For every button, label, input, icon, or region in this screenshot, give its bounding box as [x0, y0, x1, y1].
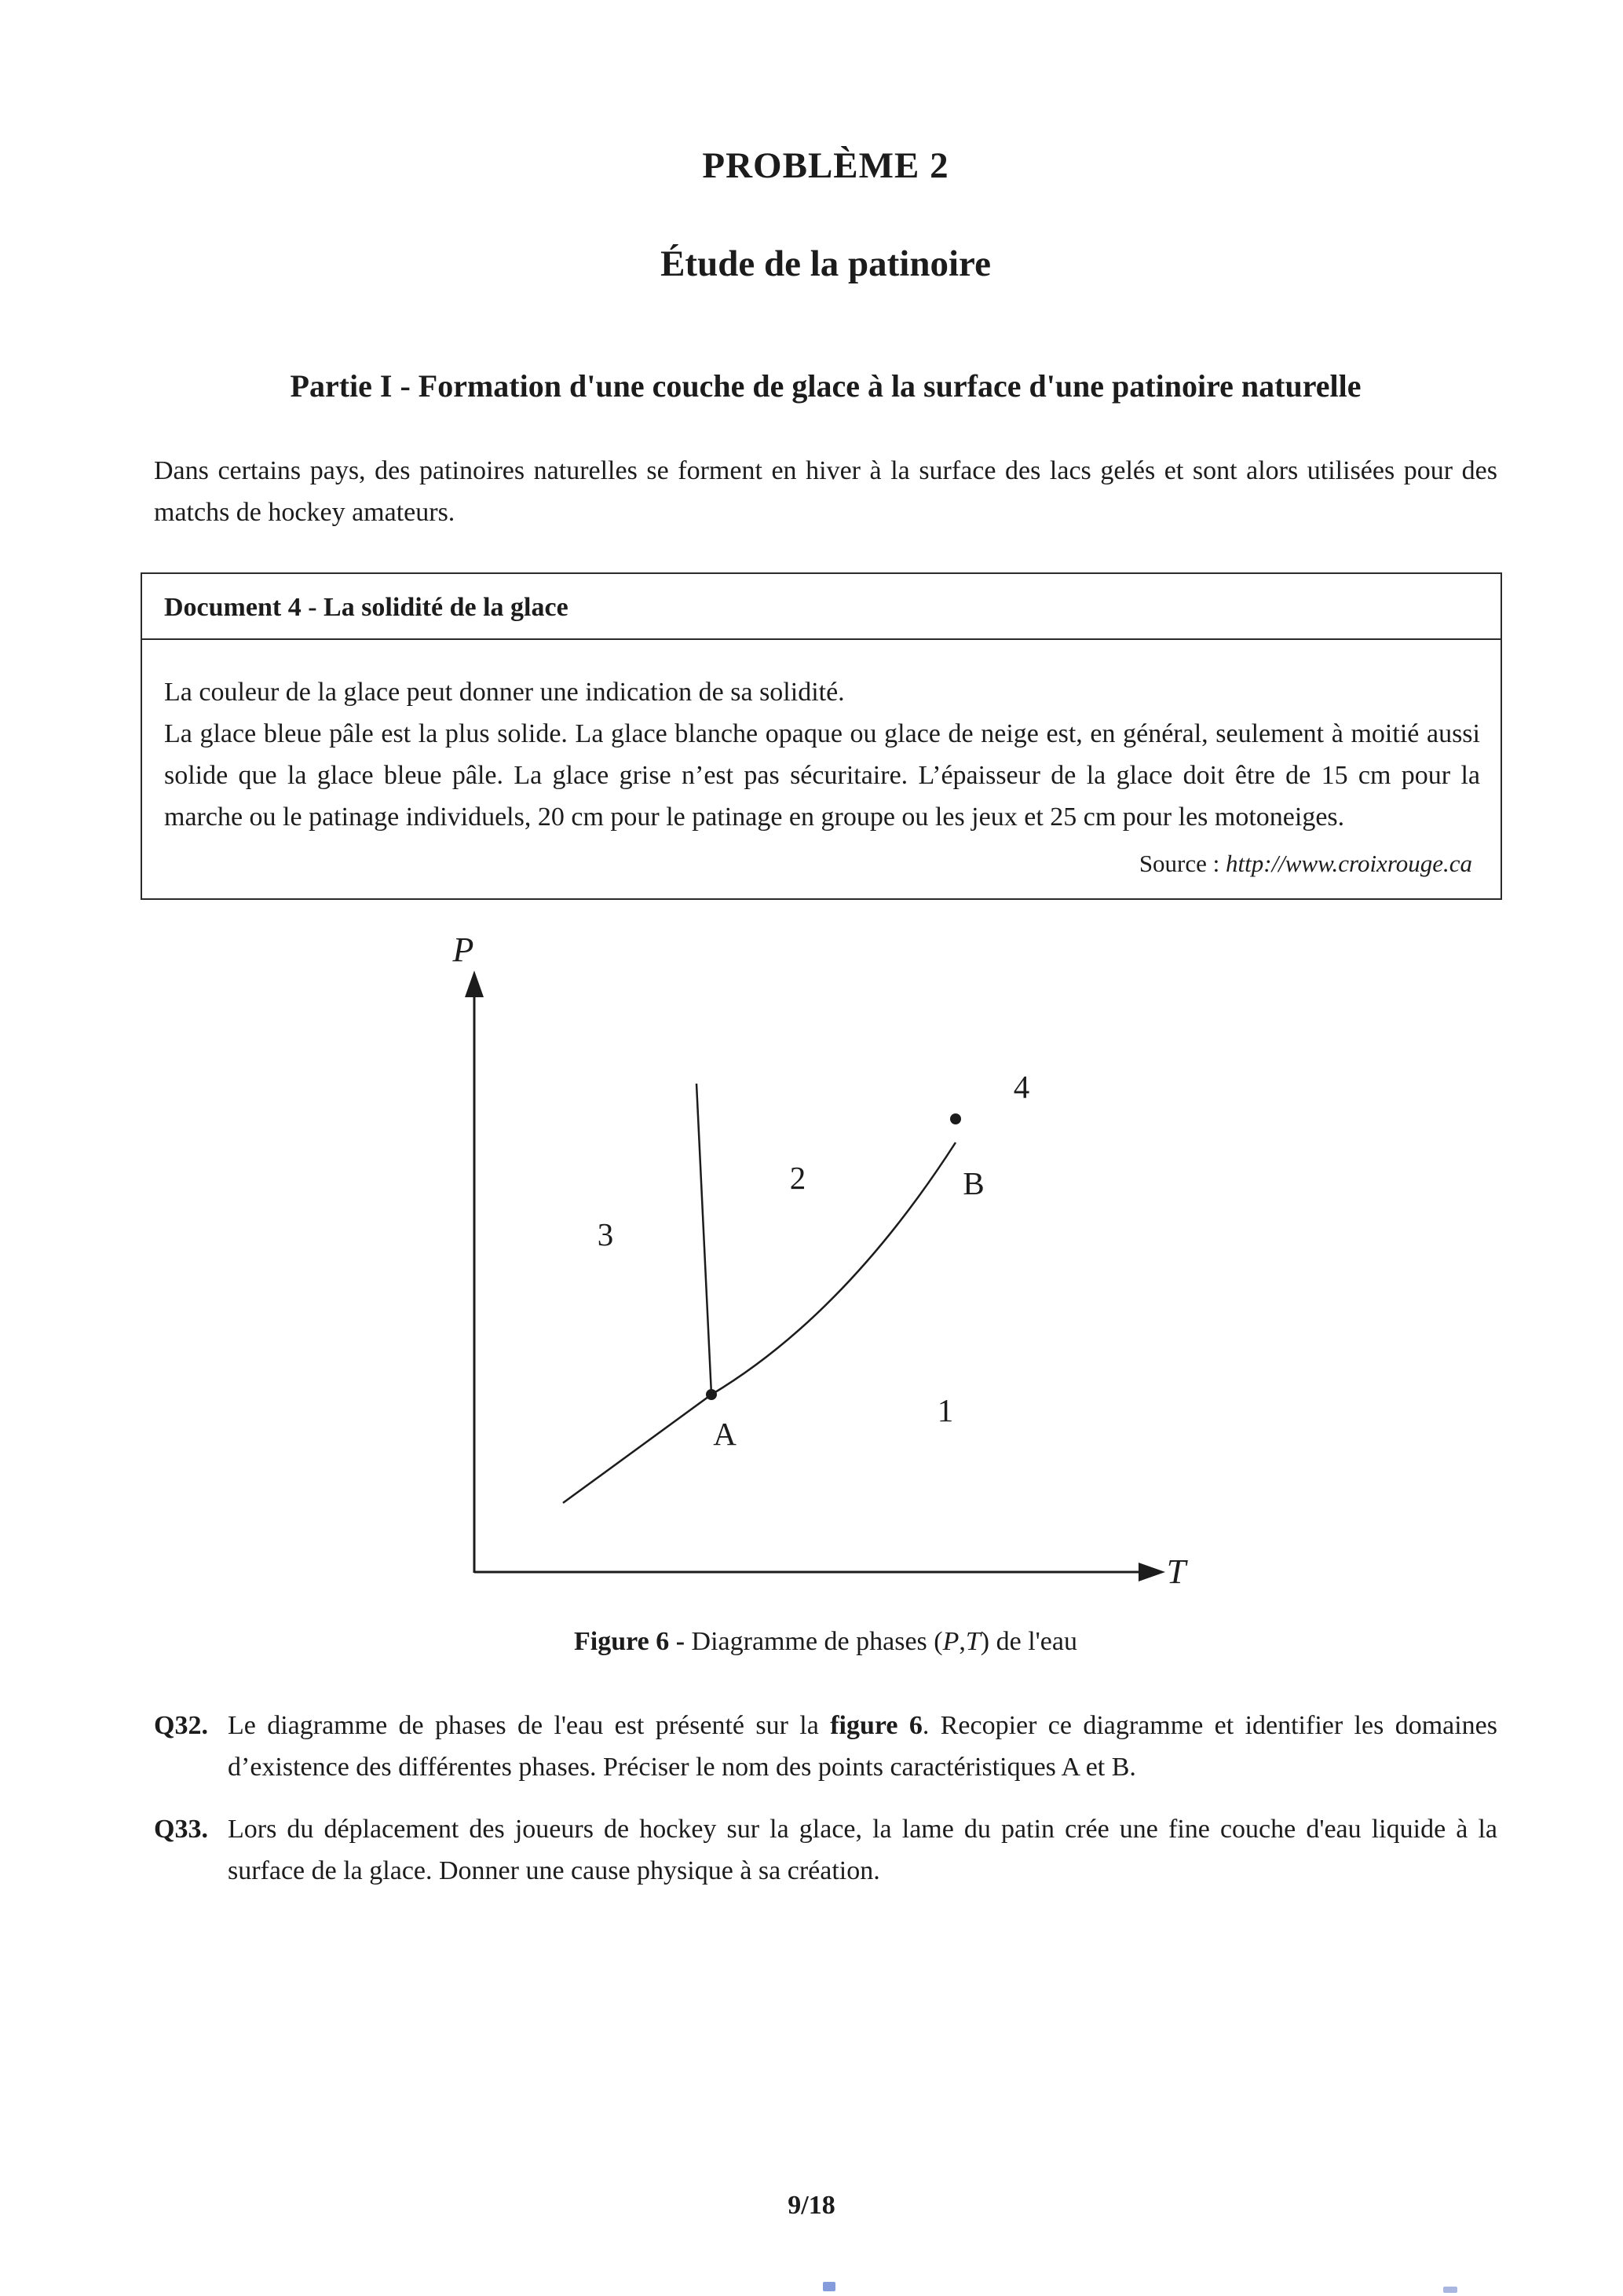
figure-caption-pre: Diagramme de phases ( [685, 1627, 943, 1656]
region-label-1: 1 [937, 1392, 954, 1428]
page-number: 9/18 [788, 2191, 835, 2220]
point-label-b: B [963, 1165, 985, 1201]
p-axis-label: P [452, 930, 474, 969]
figure-caption-comma: , [959, 1627, 966, 1656]
q32-text-pre: Le diagramme de phases de l'eau est présenté sur la [228, 1711, 831, 1740]
figure-caption [154, 1621, 1497, 1662]
question-q33 [154, 1808, 1497, 1892]
q32-text-post: . Recopier ce diagramme et identifier les domaines d’existence des différentes phases. Préciser le nom des points caractéristiques A et B. [228, 1711, 1497, 1782]
figure-caption-var-t: T [965, 1627, 981, 1656]
p-axis-arrow [465, 971, 484, 997]
problem-subtitle: Étude de la patinoire [660, 243, 991, 284]
q32-label: Q32. [154, 1711, 208, 1740]
problem-title: PROBLÈME 2 [702, 145, 949, 186]
scan-artifact-blue-left [823, 2282, 835, 2291]
page-content [154, 0, 1497, 1892]
document4-paragraph-1: La couleur de la glace peut donner une indication de sa solidité. [164, 678, 845, 707]
t-axis-arrow [1139, 1563, 1165, 1581]
q32-text-bold: figure 6 [830, 1711, 923, 1740]
fusion-line [696, 1084, 711, 1395]
document4-body [142, 640, 1501, 898]
scan-artifact-blue-right [1443, 2287, 1457, 2293]
sublimation-line [563, 1395, 711, 1503]
critical-point-dot [950, 1113, 961, 1124]
document4-heading: Document 4 - La solidité de la glace [142, 574, 1501, 640]
vaporization-curve [711, 1143, 956, 1395]
document4-paragraph-2: La glace bleue pâle est la plus solide. La glace blanche opaque ou glace de neige est, en général, seulement à moitié aussi solide que la glace bleue pâle. La glace grise n’est pas sécuritaire. L’épaisseur de la glace doit être de 15 cm pour la marche ou le patinage individuels, 20 cm pour le patinage en groupe ou les jeux et 25 cm pour les motoneiges. [164, 719, 1480, 832]
part-heading: Partie I - Formation d'une couche de glace à la surface d'une patinoire naturelle [290, 368, 1362, 404]
document4-box [141, 572, 1502, 900]
figure-caption-post: ) de l'eau [980, 1627, 1077, 1656]
document4-source [164, 843, 1480, 884]
question-q32 [154, 1705, 1497, 1788]
point-label-a: A [713, 1416, 737, 1452]
region-label-2: 2 [789, 1160, 806, 1196]
region-label-3: 3 [597, 1216, 614, 1252]
source-url: http://www.croixrouge.ca [1226, 850, 1472, 877]
intro-paragraph: Dans certains pays, des patinoires naturelles se forment en hiver à la surface des lacs gelés et sont alors utilisées pour des matchs de hockey amateurs. [154, 456, 1497, 527]
figure-caption-bold: Figure 6 - [574, 1627, 685, 1656]
triple-point-dot [706, 1389, 717, 1400]
t-axis-label: T [1166, 1552, 1186, 1591]
phase-diagram [154, 923, 1497, 1614]
source-label: Source : [1139, 850, 1226, 877]
region-label-4: 4 [1013, 1069, 1030, 1105]
q33-label: Q33. [154, 1815, 208, 1844]
figure-6-area [154, 923, 1497, 1614]
figure-caption-var-p: P [942, 1627, 960, 1656]
q33-text: Lors du déplacement des joueurs de hockey sur la glace, la lame du patin crée une fine couche d'eau liquide à la surface de la glace. Donner une cause physique à sa création. [228, 1815, 1497, 1885]
